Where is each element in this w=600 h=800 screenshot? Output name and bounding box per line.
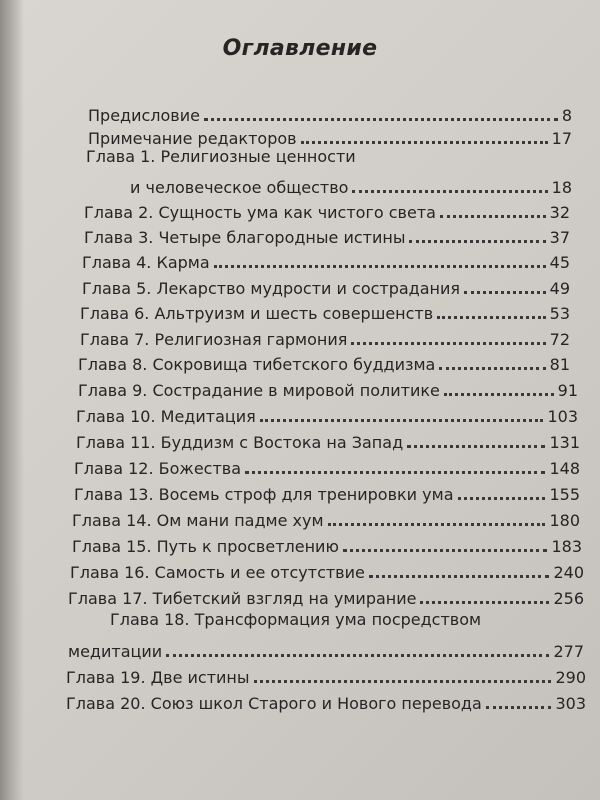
dot-leader — [440, 215, 546, 218]
toc-page-number: 290 — [555, 668, 586, 687]
toc-entry-title: Глава 9. Сострадание в мировой политике — [78, 381, 440, 400]
dot-leader — [166, 654, 549, 657]
dot-leader — [245, 471, 545, 474]
toc-entry-continuation: медитации — [68, 642, 163, 661]
dot-leader — [351, 342, 545, 345]
toc-entry — [74, 453, 580, 479]
toc-entry — [130, 172, 572, 198]
toc-page-number: 131 — [549, 433, 580, 452]
dot-leader — [214, 265, 546, 268]
dot-leader — [420, 601, 549, 604]
toc-entry — [82, 273, 570, 299]
toc-page-number: 180 — [549, 511, 580, 530]
toc-entry-title: Глава 10. Медитация — [76, 407, 256, 426]
toc-page-number: 81 — [549, 355, 570, 374]
dot-leader — [204, 118, 558, 121]
toc-entry — [74, 479, 580, 505]
dot-leader — [437, 316, 545, 319]
toc-page-number: 49 — [549, 279, 570, 298]
toc-page-number: 183 — [551, 537, 582, 556]
toc-entry-title: Примечание редакторов — [88, 129, 297, 148]
toc-entry — [80, 298, 570, 324]
toc-entry-title: Глава 6. Альтруизм и шесть совершенств — [80, 304, 434, 323]
toc-entry — [88, 123, 572, 149]
toc-entry — [68, 583, 584, 609]
toc-entry — [84, 222, 570, 248]
toc-page-number: 303 — [555, 694, 586, 713]
toc-entry-title: Глава 13. Восемь строф для тренировки ума — [74, 485, 454, 504]
dot-leader — [458, 497, 546, 500]
toc-entry-title: Глава 3. Четыре благородные истины — [84, 228, 406, 247]
dot-leader — [352, 190, 547, 193]
toc-entry — [66, 662, 586, 688]
toc-entry — [76, 427, 580, 453]
toc-entry — [78, 375, 578, 401]
toc-entry-title: Глава 11. Буддизм с Востока на Запад — [76, 433, 404, 452]
toc-page-number: 103 — [547, 407, 578, 426]
toc-page-number: 53 — [549, 304, 570, 323]
toc-entry-title: Глава 4. Карма — [82, 253, 210, 272]
toc-entry-title: Глава 1. Религиозные ценности — [86, 147, 356, 166]
dot-leader — [301, 141, 548, 144]
dot-leader — [439, 367, 545, 370]
toc-entry-title: Глава 8. Сокровища тибетского буддизма — [78, 355, 436, 374]
toc-entry-title: Глава 19. Две истины — [66, 668, 250, 687]
toc-entry-continuation: и человеческое общество — [130, 178, 349, 197]
toc-page-number: 45 — [549, 253, 570, 272]
toc-entry-title: Глава 18. Трансформация ума посредством — [110, 610, 482, 629]
toc-entry-title: Предисловие — [88, 106, 200, 125]
toc-entry-title: Глава 12. Божества — [74, 459, 242, 478]
toc-page-number: 148 — [549, 459, 580, 478]
page-edge — [0, 0, 24, 800]
dot-leader — [444, 393, 554, 396]
page-title: Оглавление — [222, 36, 378, 61]
toc-page-number: 17 — [551, 129, 572, 148]
dot-leader — [343, 549, 548, 552]
toc-entry-title: Глава 2. Сущность ума как чистого света — [84, 203, 436, 222]
toc-entry-title: Глава 15. Путь к просветлению — [72, 537, 339, 556]
dot-leader — [486, 706, 552, 709]
toc-entry-title: Глава 5. Лекарство мудрости и сострадания — [82, 279, 461, 298]
toc-entry — [72, 505, 580, 531]
toc-entry-title: Глава 7. Религиозная гармония — [80, 330, 348, 349]
toc-entry — [72, 531, 582, 557]
toc-page-number: 155 — [549, 485, 580, 504]
dot-leader — [260, 419, 544, 422]
dot-leader — [328, 523, 546, 526]
toc-page-number: 240 — [553, 563, 584, 582]
toc-page-number: 32 — [549, 203, 570, 222]
toc-page-number: 91 — [557, 381, 578, 400]
toc-page-number: 72 — [549, 330, 570, 349]
toc-entry — [66, 688, 586, 714]
toc-page-number: 37 — [549, 228, 570, 247]
toc-entry — [68, 636, 584, 662]
toc-page-number: 256 — [553, 589, 584, 608]
toc-entry — [80, 324, 570, 350]
toc-entry — [76, 401, 578, 427]
dot-leader — [369, 575, 550, 578]
dot-leader — [409, 240, 545, 243]
toc-entry — [70, 557, 584, 583]
toc-entry-title: Глава 20. Союз школ Старого и Нового перевода — [66, 694, 482, 713]
dot-leader — [254, 680, 552, 683]
toc-entry-title: Глава 14. Ом мани падме хум — [72, 511, 324, 530]
toc-entry — [78, 349, 570, 375]
dot-leader — [407, 445, 545, 448]
toc-page-number: 18 — [551, 178, 572, 197]
toc-entry-title: Глава 16. Самость и ее отсутствие — [70, 563, 365, 582]
toc-entry-title: Глава 17. Тибетский взгляд на умирание — [68, 589, 417, 608]
toc-entry — [82, 247, 570, 273]
toc-page-number: 277 — [553, 642, 584, 661]
toc-entry — [84, 197, 570, 223]
dot-leader — [464, 291, 546, 294]
toc-page-number: 8 — [561, 106, 572, 125]
